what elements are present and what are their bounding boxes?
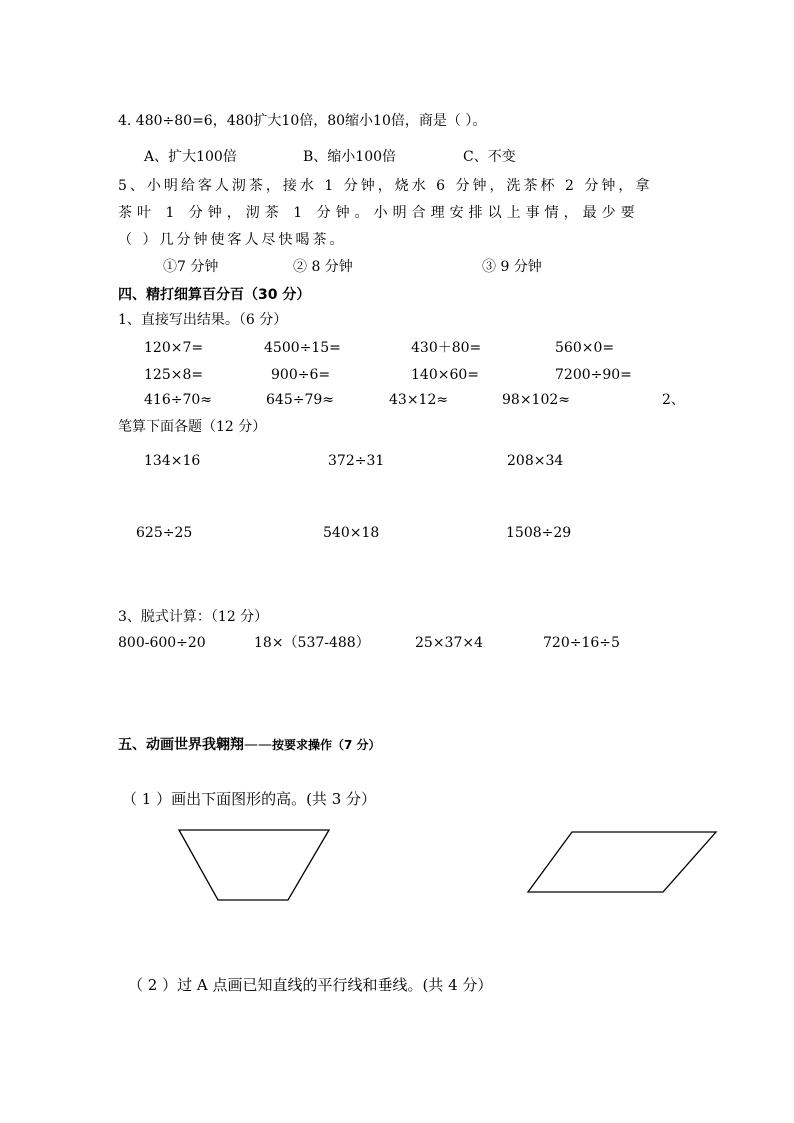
mental-calc-item: 645÷79≈ — [266, 392, 334, 408]
section-5-title-sub: 按要求操作（7 分） — [272, 738, 381, 752]
written-calc-item: 625÷25 — [136, 525, 193, 541]
mental-calc-item: 4500÷15= — [264, 340, 341, 356]
written-calc-item: 1508÷29 — [506, 525, 572, 541]
mental-calc-item: 416÷70≈ — [144, 392, 212, 408]
question-5-option-2: ② 8 分钟 — [293, 259, 353, 275]
section-5-question-2: （ 2 ）过 A 点画已知直线的平行线和垂线。(共 4 分） — [128, 976, 493, 994]
step-calc-item: 25×37×4 — [415, 635, 483, 651]
section-5-title — [118, 736, 381, 754]
mental-calc-item: 430＋80= — [411, 340, 482, 356]
step-calc-item: 800-600÷20 — [118, 635, 206, 651]
parallelogram-figure — [524, 828, 720, 896]
question-5-option-1: ①7 分钟 — [163, 259, 219, 275]
question-5-line-1: 5、小明给客人沏茶，接水 1 分钟，烧水 6 分钟，洗茶杯 2 分钟，拿 — [118, 178, 653, 194]
section-4-part-3-title: 3、脱式计算：（12 分） — [118, 609, 269, 625]
question-5-line-3: （ ）几分钟使客人尽快喝茶。 — [118, 232, 347, 248]
section-4-part-2-number: 2、 — [662, 392, 685, 408]
mental-calc-item: 900÷6= — [271, 367, 331, 383]
question-4-text: 4. 480÷80=6，480扩大10倍，80缩小10倍，商是（ ）。 — [118, 113, 487, 129]
question-5-option-3: ③ 9 分钟 — [482, 259, 542, 275]
question-4-option-c: C、不变 — [463, 149, 516, 165]
section-5-title-dash: —— — [244, 737, 272, 753]
question-4-option-b: B、缩小100倍 — [303, 149, 397, 165]
written-calc-item: 208×34 — [507, 453, 564, 469]
written-calc-item: 134×16 — [144, 453, 201, 469]
mental-calc-item: 125×8= — [144, 367, 204, 383]
trapezoid-figure — [176, 826, 334, 904]
section-5-title-main: 五、动画世界我翱翔 — [118, 737, 244, 753]
section-4-part-1-title: 1、直接写出结果。（6 分） — [118, 312, 288, 328]
section-4-title: 四、精打细算百分百（30 分） — [118, 287, 311, 303]
question-5-line-2: 茶叶 1 分钟，沏茶 1 分钟。小明合理安排以上事情，最少要 — [118, 205, 640, 221]
mental-calc-item: 120×7= — [144, 340, 204, 356]
mental-calc-item: 140×60= — [411, 367, 479, 383]
section-4-part-2-title: 笔算下面各题（12 分） — [118, 419, 267, 435]
step-calc-item: 18×（537-488） — [254, 635, 370, 651]
question-4-option-a: A、扩大100倍 — [144, 149, 237, 165]
step-calc-item: 720÷16÷5 — [543, 635, 620, 651]
written-calc-item: 372÷31 — [328, 453, 385, 469]
mental-calc-item: 7200÷90= — [555, 367, 632, 383]
mental-calc-item: 98×102≈ — [502, 392, 570, 408]
mental-calc-item: 560×0= — [555, 340, 615, 356]
mental-calc-item: 43×12≈ — [389, 392, 449, 408]
section-5-question-1: （ 1 ）画出下面图形的高。(共 3 分） — [122, 790, 377, 808]
written-calc-item: 540×18 — [323, 525, 380, 541]
